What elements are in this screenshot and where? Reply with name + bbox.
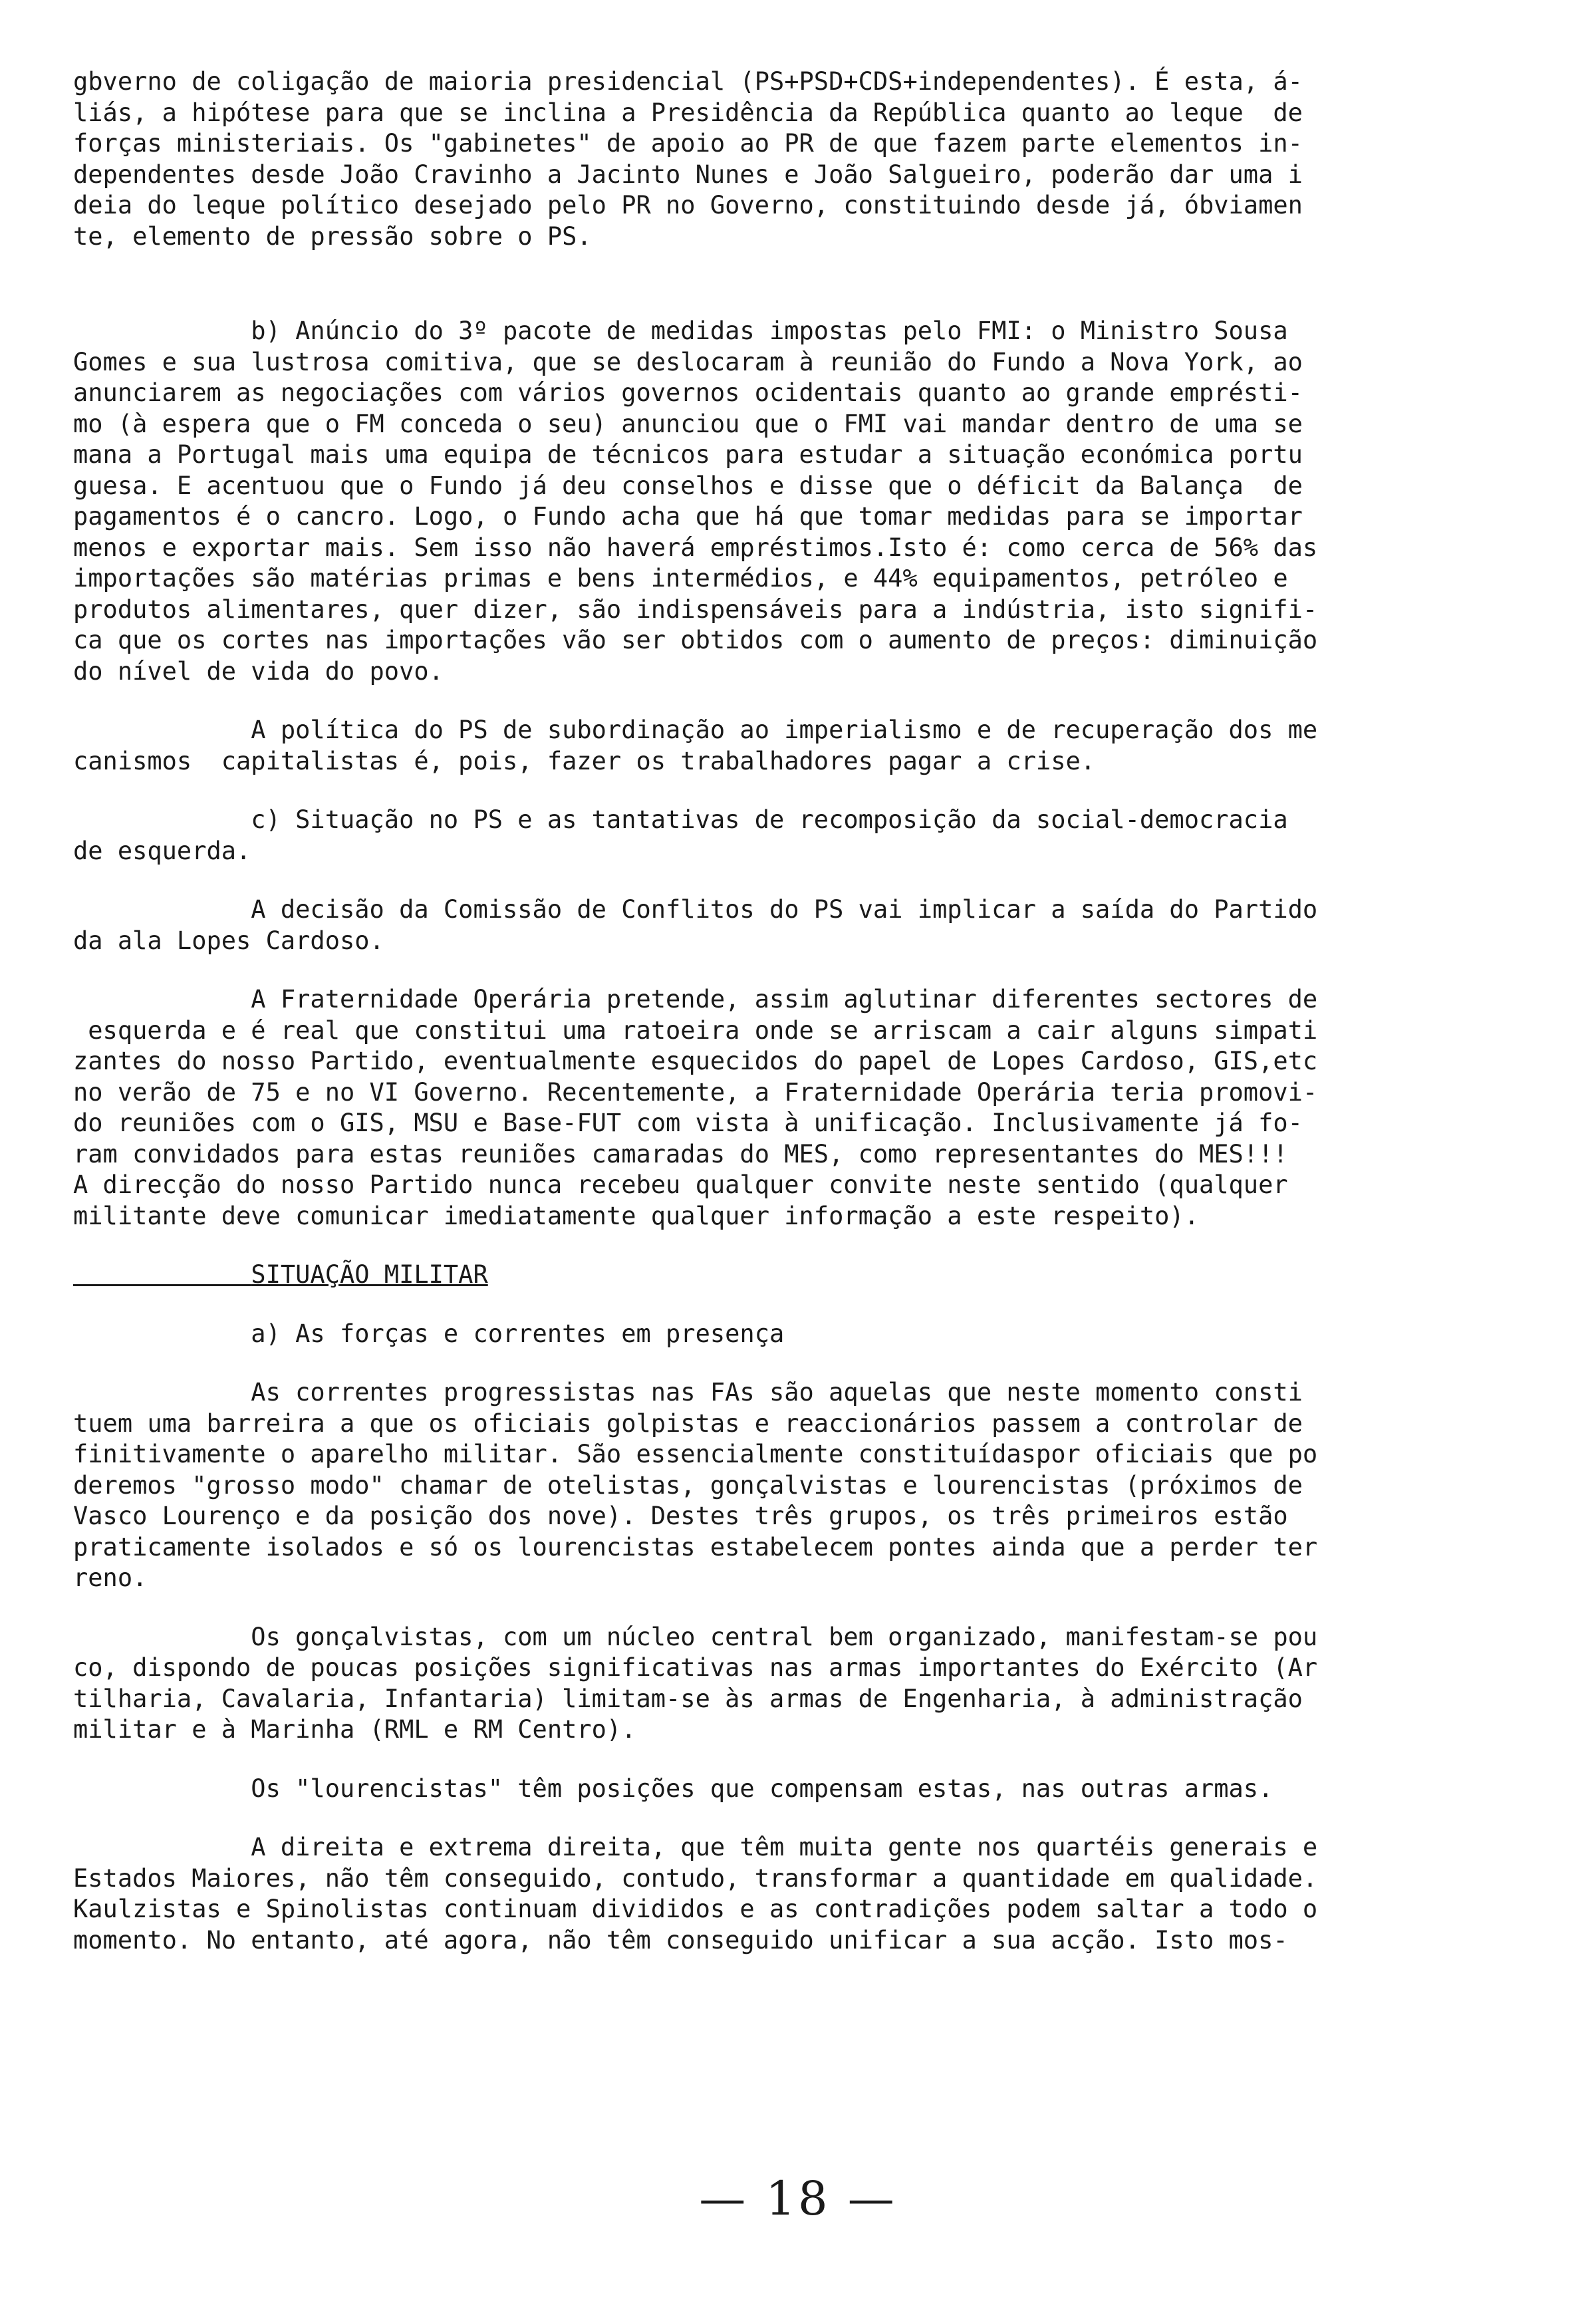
spacer <box>73 1746 1483 1774</box>
spacer <box>73 1594 1483 1622</box>
spacer <box>73 867 1483 894</box>
spacer <box>73 1349 1483 1377</box>
paragraph-situacao-ps: c) Situação no PS e as tantativas de recomposição da social-democracia de esquerda. <box>73 805 1288 865</box>
paragraph-correntes-progressistas: As correntes progressistas nas FAs são aquelas que neste momento consti tuem uma barreira a que os oficiais golpistas e reaccionários passem a controlar de finitivamente o aparelho militar. São essencialmente constituídaspor oficiais que po deremos "grosso modo" chamar de otelistas, gonçalvistas e lourencistas (próximos de Vasco Lourenço e da posição dos nove). Destes três grupos, os três primeiros estão praticamente isolados e só os lourencistas estabelecem pontes ainda que a perder ter reno. <box>73 1378 1318 1592</box>
paragraph-comissao-conflitos: A decisão da Comissão de Conflitos do PS vai implicar a saída do Partido da ala Lopes Cardoso. <box>73 895 1318 955</box>
section-heading <box>73 1260 1483 1291</box>
paragraph-pacote-fmi: b) Anúncio do 3º pacote de medidas impostas pelo FMI: o Ministro Sousa Gomes e sua lustrosa comitiva, que se deslocaram à reunião do Fundo a Nova York, ao anunciarem as negociações com vários governos ocidentais quanto ao grande emprésti- mo (à espera que o FM conceda o seu) anunciou que o FMI vai mandar dentro de uma se mana a Portugal mais uma equipa de técnicos para estudar a situação económica portu guesa. E acentuou que o Fundo já deu conselhos e disse que o déficit da Balança de pagamentos é o cancro. Logo, o Fundo acha que há que tomar medidas para se importar menos e exportar mais. Sem isso não haverá empréstimos.Isto é: como cerca de 56% das importações são matérias primas e bens intermédios, e 44% equipamentos, petróleo e produtos alimentares, quer dizer, são indispensáveis para a indústria, isto signifi- ca que os cortes nas importações vão ser obtidos com o aumento de preços: diminuição do nível de vida do povo. <box>73 317 1318 686</box>
spacer <box>73 1291 1483 1319</box>
spacer <box>73 1804 1483 1832</box>
spacer <box>73 252 1483 316</box>
section-heading-text: SITUAÇÃO MILITAR <box>251 1260 488 1289</box>
spacer <box>73 956 1483 984</box>
spacer <box>73 777 1483 805</box>
spacer <box>73 687 1483 715</box>
paragraph-lourencistas: Os "lourencistas" têm posições que compensam estas, nas outras armas. <box>73 1774 1273 1803</box>
paragraph-fraternidade-operaria: A Fraternidade Operária pretende, assim aglutinar diferentes sectores de esquerda e é real que constitui uma ratoeira onde se arriscam a cair alguns simpati zantes do nosso Partido, eventualmente esquecidos do papel de Lopes Cardoso, GIS,etc no verão de 75 e no VI Governo. Recentemente, a Fraternidade Operária teria promovi- do reuniões com o GIS, MSU e Base-FUT com vista à unificação. Inclusivamente já fo- ram convidados para estas reuniões camaradas do MES, como representantes do MES!!! A direcção do nosso Partido nunca recebeu qualquer convite neste sentido (qualquer militante deve comunicar imediatamente qualquer informação a este respeito). <box>73 985 1318 1230</box>
paragraph-governo-coligacao: gbverno de coligação de maioria presidencial (PS+PSD+CDS+independentes). É esta, á- liás, a hipótese para que se inclina a Presidência da República quanto ao leque de forças ministeriais. Os "gabinetes" de apoio ao PR de que fazem parte elementos in- dependentes desde João Cravinho a Jacinto Nunes e João Salgueiro, poderão dar uma i deia do leque político desejado pelo PR no Governo, constituindo desde já, óbviamen te, elemento de pressão sobre o PS. <box>73 67 1303 251</box>
page-number: — 18 — <box>699 2171 897 2226</box>
paragraph-politica-ps: A política do PS de subordinação ao imperialismo e de recuperação dos me canismos capitalistas é, pois, fazer os trabalhadores pagar a crise. <box>73 716 1318 775</box>
paragraph-forcas-correntes: a) As forças e correntes em presença <box>73 1319 785 1348</box>
paragraph-direita: A direita e extrema direita, que têm muita gente nos quartéis generais e Estados Maiores, não têm conseguido, contudo, transformar a quantidade em qualidade. Kaulzistas e Spinolistas continuam divididos e as contradições podem saltar a todo o momento. No entanto, até agora, não têm conseguido unificar a sua acção. Isto mos- <box>73 1833 1318 1955</box>
paragraph-goncalvistas: Os gonçalvistas, com um núcleo central bem organizado, manifestam-se pou co, dispondo de poucas posições significativas nas armas importantes do Exército (Ar tilharia, Cavalaria, Infantaria) limitam-se às armas de Engenharia, à administração militar e à Marinha (RML e RM Centro). <box>73 1622 1318 1744</box>
spacer <box>73 1232 1483 1260</box>
